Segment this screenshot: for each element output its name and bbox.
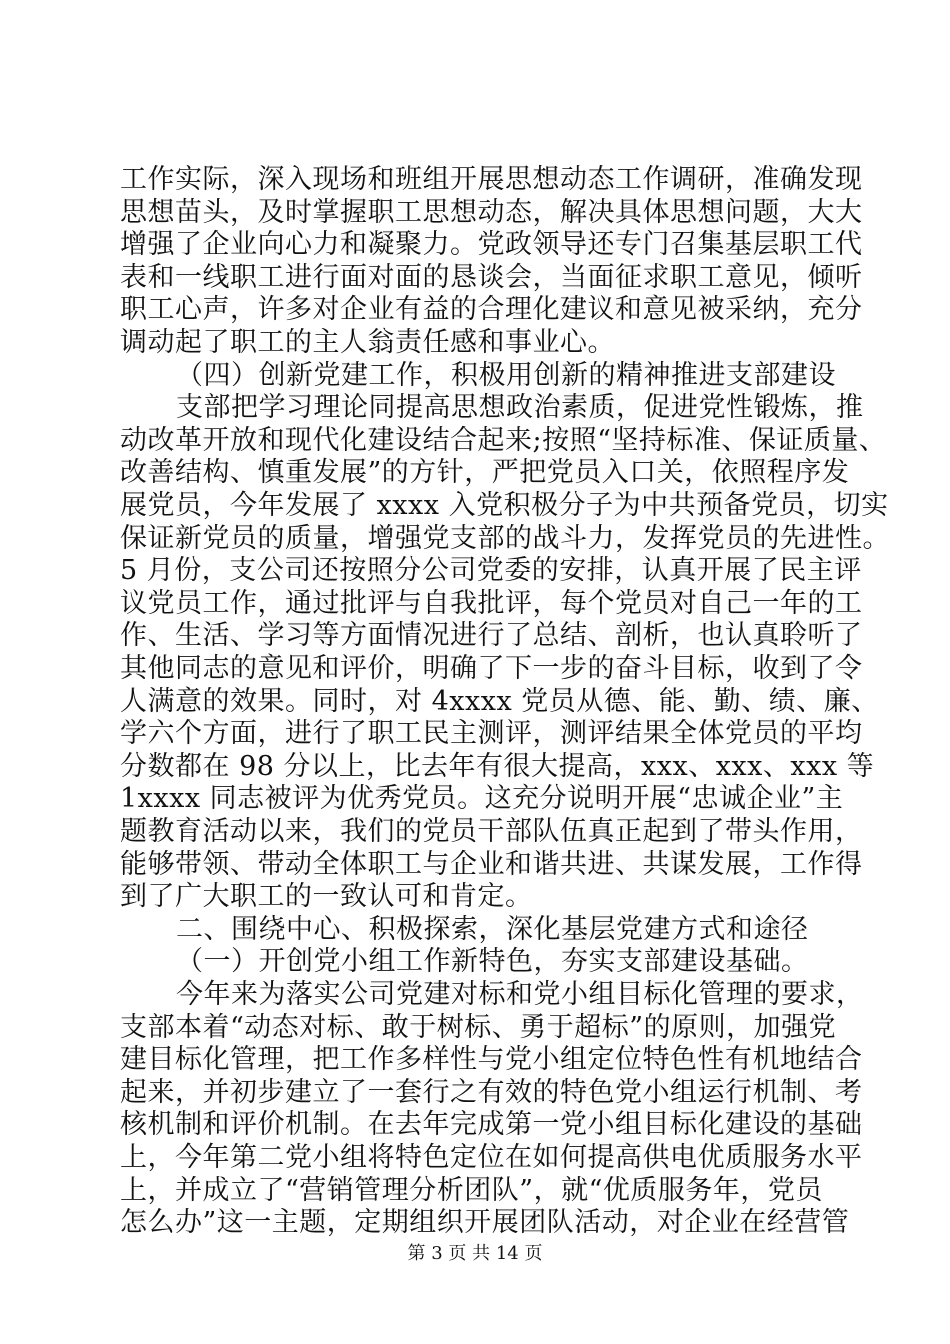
section-heading: （四）创新党建工作，积极用创新的精神推进支部建设	[176, 359, 836, 391]
text-line: 改善结构、慎重发展”的方针，严把党员入口关，依照程序发	[120, 457, 850, 489]
text-line: 1xxxx 同志被评为优秀党员。这充分说明开展“忠诚企业”主	[120, 783, 844, 815]
text-line: 思想苗头，及时掌握职工思想动态，解决具体思想问题，大大	[120, 196, 863, 228]
text-line: 核机制和评价机制。在去年完成第一党小组目标化建设的基础	[120, 1109, 863, 1141]
text-line: 人满意的效果。同时，对 4xxxx 党员从德、能、勤、绩、廉、	[120, 685, 879, 717]
text-line: 其他同志的意见和评价，明确了下一步的奋斗目标，收到了令	[120, 653, 863, 684]
text-line: 调动起了职工的主人翁责任感和事业心。	[120, 327, 615, 358]
text-line: 工作实际，深入现场和班组开展思想动态工作调研，准确发现	[120, 164, 863, 195]
subsection-heading: （一）开创党小组工作新特色，夯实支部建设基础。	[176, 946, 809, 978]
text-line: 上，并成立了“营销管理分析团队”，就“优质服务年，党员	[120, 1174, 823, 1206]
text-line: 题教育活动以来，我们的党员干部队伍真正起到了带头作用，	[120, 816, 863, 847]
text-line: 支部把学习理论同提高思想政治素质，促进党性锻炼，推	[176, 392, 864, 424]
text-line: 动改革开放和现代化建设结合起来;按照“坚持标准、保证质量、	[120, 424, 887, 456]
text-line: 能够带领、带动全体职工与企业和谐共进、共谋发展，工作得	[120, 848, 863, 880]
text-line: 保证新党员的质量，增强党支部的战斗力，发挥党员的先进性。	[120, 522, 890, 554]
text-line: 上，今年第二党小组将特色定位在如何提高供电优质服务水平	[120, 1142, 863, 1173]
text-line: 起来，并初步建立了一套行之有效的特色党小组运行机制、考	[120, 1076, 863, 1108]
text-line: 作、生活、学习等方面情况进行了总结、剖析，也认真聆听了	[120, 620, 863, 652]
text-line: 怎么办”这一主题，定期组织开展团队活动，对企业在经营管	[120, 1207, 850, 1239]
text-line: 到了广大职工的一致认可和肯定。	[120, 881, 533, 913]
text-line: 议党员工作，通过批评与自我批评，每个党员对自己一年的工	[120, 587, 863, 619]
text-line: 建目标化管理，把工作多样性与党小组定位特色性有机地结合	[120, 1044, 863, 1076]
text-line: 展党员，今年发展了 xxxx 入党积极分子为中共预备党员，切实	[120, 490, 889, 521]
text-line: 学六个方面，进行了职工民主测评，测评结果全体党员的平均	[120, 718, 863, 750]
text-line: 增强了企业向心力和凝聚力。党政领导还专门召集基层职工代	[120, 229, 863, 261]
text-line: 5 月份，支公司还按照分公司党委的安排，认真开展了民主评	[120, 555, 862, 587]
section-heading: 二、围绕中心、积极探索，深化基层党建方式和途径	[176, 913, 809, 945]
text-line: 分数都在 98 分以上，比去年有很大提高，xxx、xxx、xxx 等	[120, 750, 875, 782]
text-line: 今年来为落实公司党建对标和党小组目标化管理的要求，	[176, 979, 864, 1010]
text-line: 表和一线职工进行面对面的恳谈会，当面征求职工意见，倾听	[120, 261, 863, 293]
text-line: 职工心声，许多对企业有益的合理化建议和意见被采纳，充分	[120, 294, 863, 326]
page-number-footer: 第 3 页 共 14 页	[407, 1243, 543, 1264]
text-line: 支部本着“动态对标、敢于树标、勇于超标”的原则，加强党	[120, 1011, 837, 1043]
